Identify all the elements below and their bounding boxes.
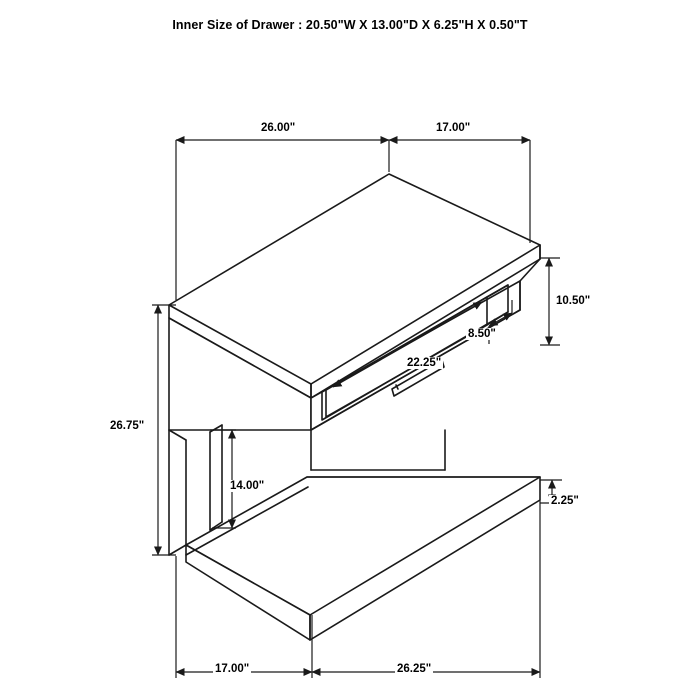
- dimension-bottom-right-width: 26.25": [397, 663, 432, 675]
- dimension-drawer-front-width: 22.25": [407, 357, 442, 369]
- dimension-top-right-depth: 17.00": [436, 122, 471, 134]
- dimension-base-thickness: 2.25": [551, 495, 579, 507]
- dimension-top-left-width: 26.00": [261, 122, 296, 134]
- dimension-overall-height: 26.75": [110, 420, 145, 432]
- dimension-right-drawer-height: 10.50": [556, 295, 591, 307]
- page-title: Inner Size of Drawer : 20.50"W X 13.00"D X 6.25"H X 0.50"T: [172, 18, 528, 32]
- dimension-bottom-left-depth: 17.00": [215, 663, 250, 675]
- dimension-drawer-side: 8.50": [468, 328, 496, 340]
- dimension-leg-height: 14.00": [230, 480, 265, 492]
